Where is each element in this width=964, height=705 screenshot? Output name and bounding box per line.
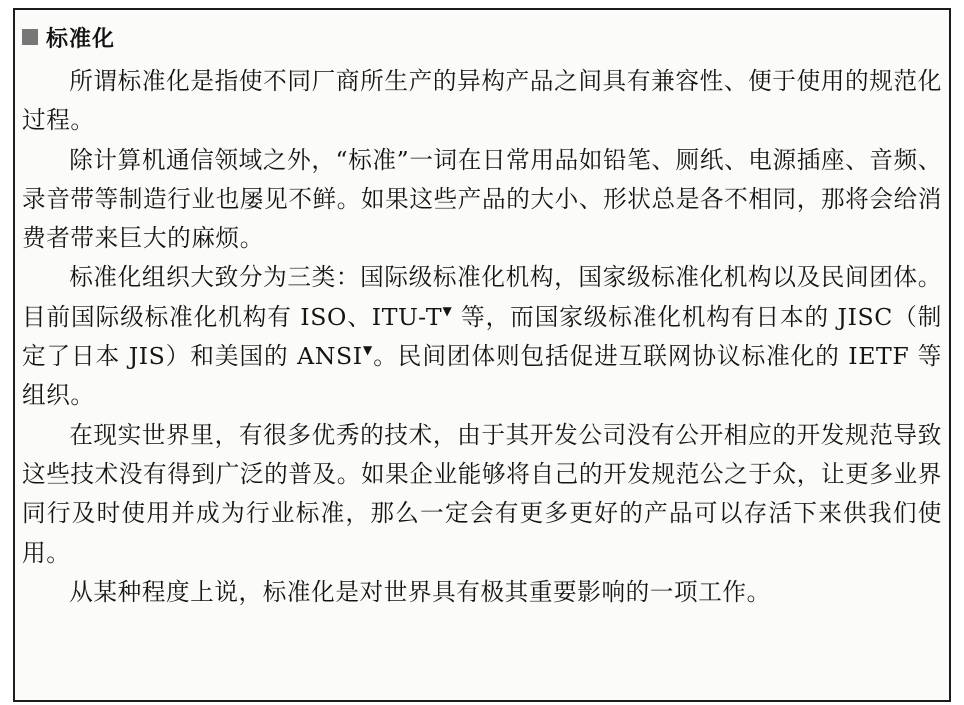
organizations-text-1: 标准化组织大致分为三类：国际级标准化机构，国家级标准化机构以及民间团体。目前国际级标准化机构有 ISO、ITU-T <box>22 263 942 331</box>
square-icon <box>22 29 38 45</box>
paragraph-conclusion: 从某种程度上说，标准化是对世界具有极其重要影响的一项工作。 <box>69 577 771 606</box>
paragraph-organizations <box>22 258 942 415</box>
footnote-marker-icon: ▼ <box>442 303 453 318</box>
body-text <box>22 62 942 612</box>
paragraph-everyday-examples: 除计算机通信领域之外，“标准”一词在日常用品如铅笔、厕纸、电源插座、音频、录音带等制造行业也屡见不鲜。如果这些产品的大小、形状总是各不相同，那将会给消费者带来巨大的麻烦。 <box>22 145 942 253</box>
organizations-text-2: 等，而国家级标准化机构有日本的 JISC（制定了日本 JIS）和美国的 ANSI <box>22 302 942 371</box>
footnote-marker-icon: ▼ <box>362 343 374 358</box>
paragraph-definition: 所谓标准化是指使不同厂商所生产的异构产品之间具有兼容性、便于使用的规范化过程。 <box>22 67 942 135</box>
organizations-text-3: 。民间团体则包括促进互联网协议标准化的 IETF 等组织。 <box>22 342 942 410</box>
section-title: 标准化 <box>46 26 116 52</box>
section-heading <box>22 22 115 52</box>
paragraph-open-specs: 在现实世界里，有很多优秀的技术，由于其开发公司没有公开相应的开发规范导致这些技术没有得到广泛的普及。如果企业能够将自己的开发规范公之于众，让更多业界同行及时使用并成为行业标准，那么一定会有更多更好的产品可以存活下来供我们使用。 <box>22 420 942 567</box>
